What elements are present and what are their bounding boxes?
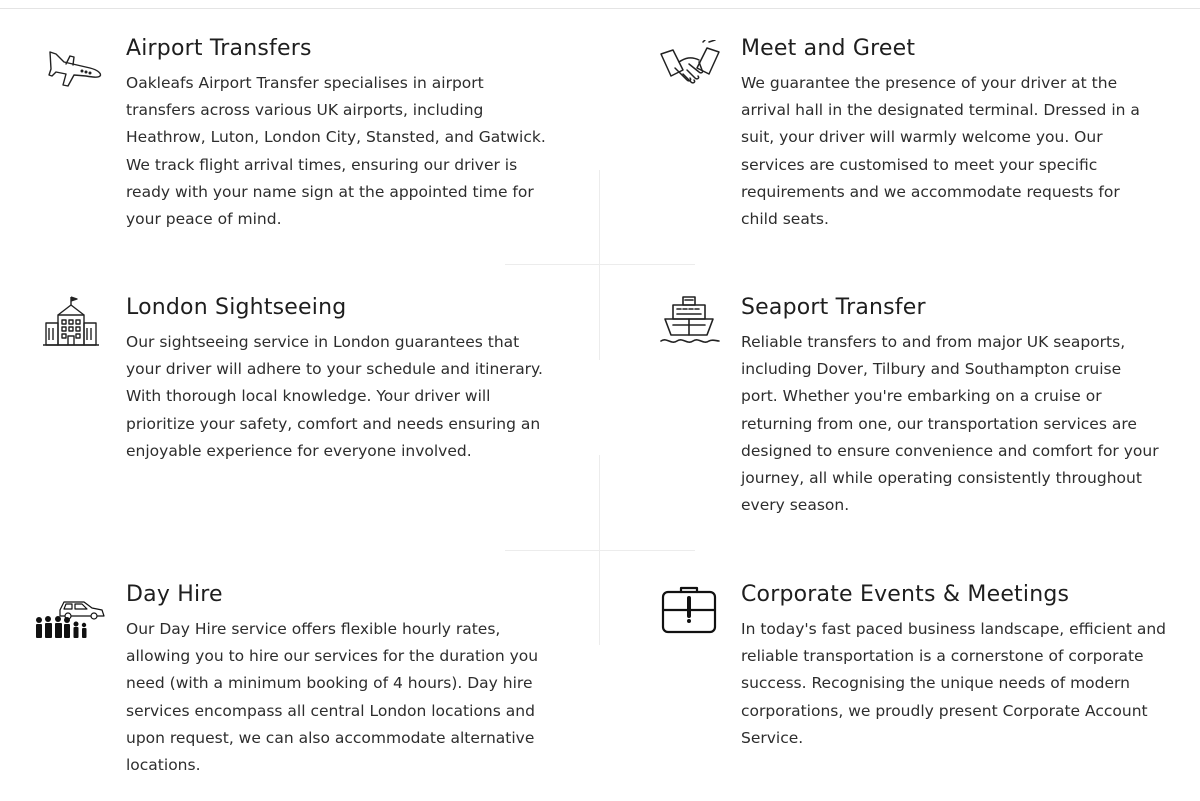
service-description: In today's fast paced business landscape, efficient and reliable transportation is a cornerstone of corporate success. Recognising the unique needs of modern corporations, we proudly present Corporate Account Service. [741, 620, 1167, 747]
row-divider [505, 264, 695, 265]
service-title: Meet and Greet [741, 36, 916, 61]
row-divider [505, 550, 695, 551]
service-title: Day Hire [126, 582, 223, 607]
service-description: We guarantee the presence of your driver at the arrival hall in the designated terminal. Dressed in a suit, your driver will warmly welcome you. Our services are customised to meet your specific requirements and we accommodate requests for child seats. [741, 74, 1140, 229]
service-title: Airport Transfers [126, 36, 312, 61]
building-icon [42, 295, 104, 351]
service-title: Corporate Events & Meetings [741, 582, 1070, 607]
top-divider [0, 8, 1200, 9]
car-and-people-icon [34, 594, 106, 646]
service-description: Reliable transfers to and from major UK seaports, including Dover, Tilbury and Southampton cruise port. Whether you're embarking on a cruise or returning from one, our transportation services are designed to ensure convenience and comfort for your journey, all while operating consistently throughout every season. [741, 333, 1159, 515]
handshake-icon [659, 40, 721, 96]
column-divider [599, 170, 600, 360]
service-title: London Sightseeing [126, 295, 347, 320]
airplane-icon [44, 42, 106, 98]
service-description: Our Day Hire service offers flexible hourly rates, allowing you to hire our services for the duration you need (with a minimum booking of 4 hours). Day hire services encompass all central London locations and upon request, we can also accommodate alternative locations. [126, 620, 539, 775]
service-title: Seaport Transfer [741, 295, 926, 320]
ship-icon [659, 295, 721, 351]
briefcase-icon [659, 584, 721, 640]
service-description: Oakleafs Airport Transfer specialises in airport transfers across various UK airports, including Heathrow, Luton, London City, Stansted, and Gatwick. We track flight arrival times, ensuring our driver is ready with your name sign at the appointed time for your peace of mind. [126, 74, 546, 229]
service-description: Our sightseeing service in London guarantees that your driver will adhere to your schedule and itinerary. With thorough local knowledge. Your driver will prioritize your safety, comfort and needs ensuring an enjoyable experience for everyone involved. [126, 333, 543, 460]
